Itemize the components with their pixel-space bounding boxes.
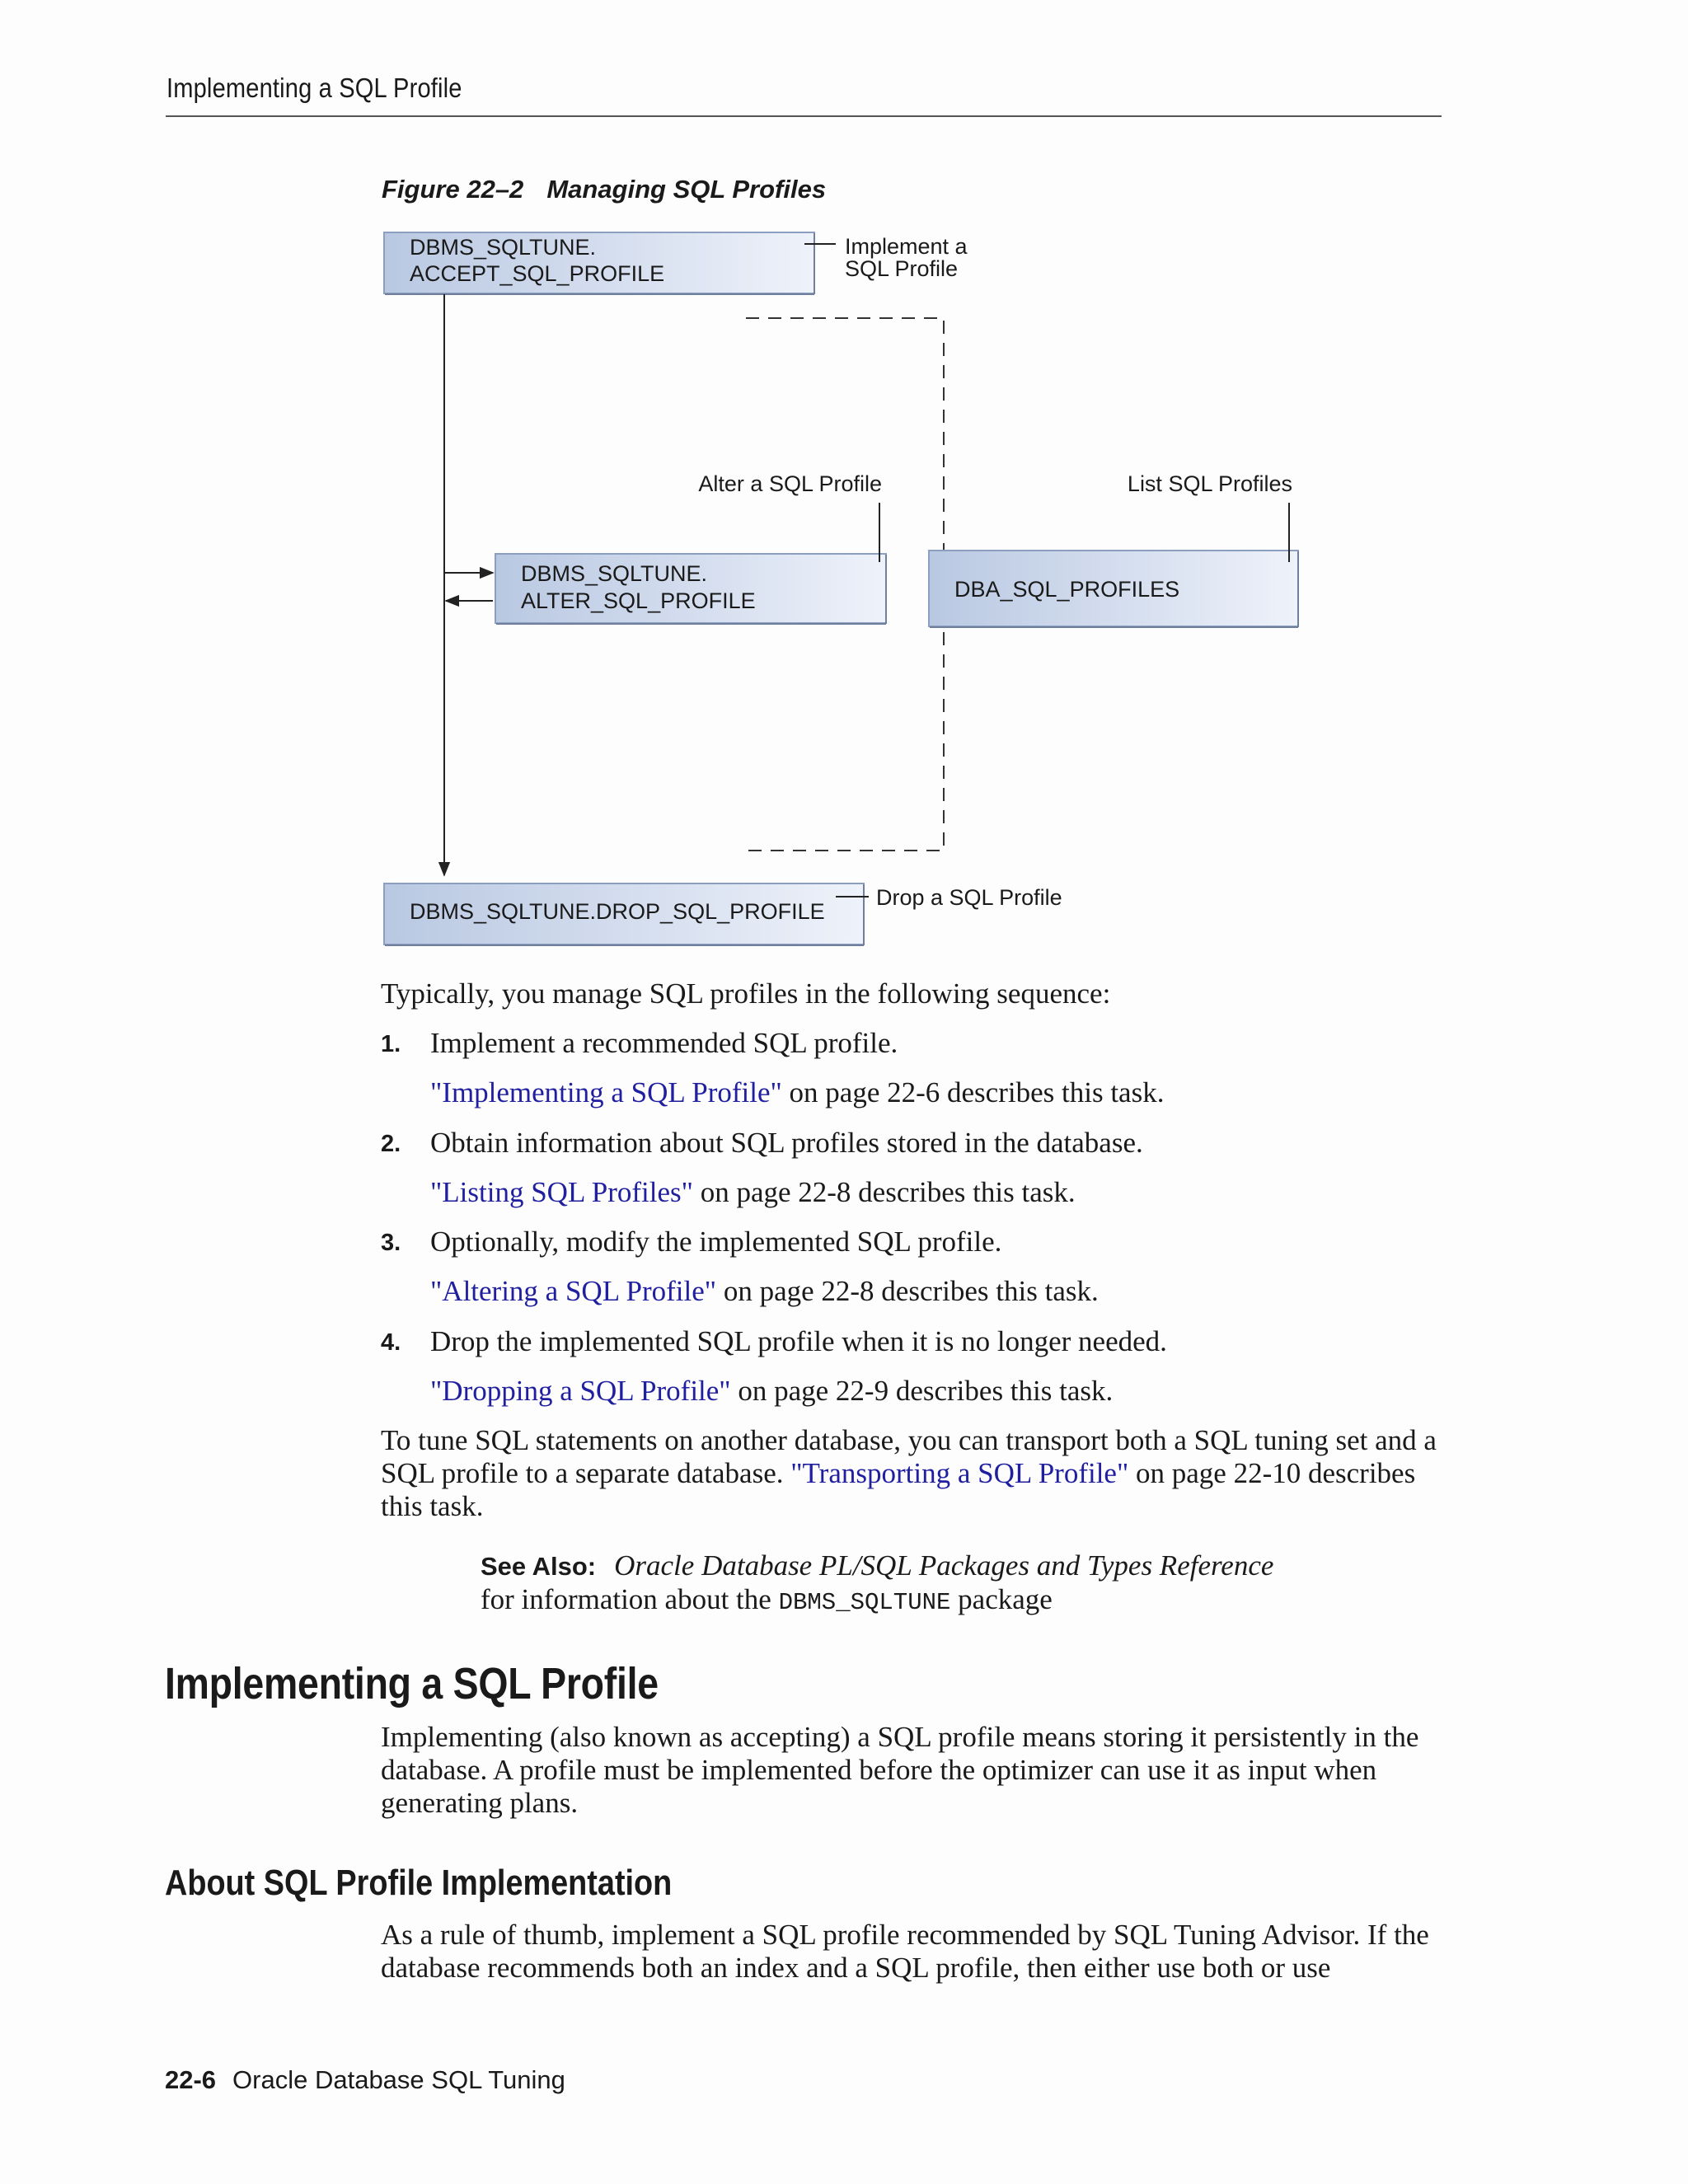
drop-sql-profile-box xyxy=(384,883,864,945)
see-also-book-title: Oracle Database PL/SQL Packages and Types Reference xyxy=(614,1549,1274,1582)
alter-box-line1: DBMS_SQLTUNE. xyxy=(521,561,708,586)
step-reference: "Listing SQL Profiles" on page 22-8 describes this task. xyxy=(430,1176,1076,1208)
accept-sql-profile-box xyxy=(384,232,814,294)
sql-profile-diagram xyxy=(363,216,1319,958)
implement-label-line2: SQL Profile xyxy=(845,256,959,281)
page-number: 22-6 xyxy=(165,2065,217,2094)
subsection-paragraph: As a rule of thumb, implement a SQL profile recommended by SQL Tuning Advisor. If the database recommends both an index and a SQL profile, then either use both or use xyxy=(381,1919,1429,1984)
transport-paragraph: To tune SQL statements on another database, you can transport both a SQL tuning set and a SQL profile to a separate database. "Transporting a SQL Profile" on page 22-10 describes this task. xyxy=(381,1424,1437,1522)
page-footer xyxy=(165,2065,565,2095)
step-text: Drop the implemented SQL profile when it is no longer needed. xyxy=(430,1325,1167,1357)
intro-paragraph: Typically, you manage SQL profiles in the following sequence: xyxy=(381,977,1111,1010)
package-name: DBMS_SQLTUNE xyxy=(778,1589,951,1616)
implement-label-line1: Implement a xyxy=(845,234,968,259)
step-number: 2. xyxy=(381,1131,401,1157)
header-rule xyxy=(166,115,1442,117)
link-dropping-sql-profile[interactable]: "Dropping a SQL Profile" xyxy=(430,1375,731,1407)
running-head: Implementing a SQL Profile xyxy=(166,73,462,103)
see-also-note: See Also: Oracle Database PL/SQL Packages and Types Reference for information about the DBMS_SQLTUNE package xyxy=(481,1549,1274,1616)
step-number: 1. xyxy=(381,1031,401,1057)
figure-caption xyxy=(382,175,826,204)
figure-title: Managing SQL Profiles xyxy=(546,175,827,204)
step-text: Optionally, modify the implemented SQL profile. xyxy=(430,1226,1002,1258)
step-reference: "Dropping a SQL Profile" on page 22-9 describes this task. xyxy=(430,1375,1114,1407)
subsection-heading: About SQL Profile Implementation xyxy=(165,1863,673,1903)
list-box-text: DBA_SQL_PROFILES xyxy=(954,577,1180,602)
alter-label: Alter a SQL Profile xyxy=(698,471,882,496)
step-reference: "Implementing a SQL Profile" on page 22-6 describes this task. xyxy=(430,1076,1165,1108)
book-title: Oracle Database SQL Tuning xyxy=(232,2065,565,2094)
link-listing-sql-profiles[interactable]: "Listing SQL Profiles" xyxy=(430,1176,693,1208)
section-paragraph: Implementing (also known as accepting) a SQL profile means storing it persistently in the database. A profile must be implemented before the optimizer can use it as input when generating plans. xyxy=(381,1721,1419,1819)
link-implementing-sql-profile[interactable]: "Implementing a SQL Profile" xyxy=(430,1076,782,1108)
dba-sql-profiles-box xyxy=(929,551,1298,627)
step-text: Implement a recommended SQL profile. xyxy=(430,1027,898,1059)
list-label: List SQL Profiles xyxy=(1127,471,1292,496)
link-altering-sql-profile[interactable]: "Altering a SQL Profile" xyxy=(430,1275,717,1307)
alter-sql-profile-box xyxy=(495,554,886,624)
step-number: 3. xyxy=(381,1230,401,1256)
step-number: 4. xyxy=(381,1329,401,1356)
step-text: Obtain information about SQL profiles stored in the database. xyxy=(430,1127,1143,1159)
accept-box-line2: ACCEPT_SQL_PROFILE xyxy=(410,261,665,286)
step-reference: "Altering a SQL Profile" on page 22-8 describes this task. xyxy=(430,1275,1099,1307)
section-heading: Implementing a SQL Profile xyxy=(165,1659,659,1708)
link-transporting-sql-profile[interactable]: "Transporting a SQL Profile" xyxy=(790,1457,1129,1489)
alter-box-line2: ALTER_SQL_PROFILE xyxy=(521,588,756,613)
accept-box-line1: DBMS_SQLTUNE. xyxy=(410,235,597,260)
drop-box-text: DBMS_SQLTUNE.DROP_SQL_PROFILE xyxy=(410,899,825,924)
figure-number: Figure 22–2 xyxy=(382,175,524,204)
see-also-label: See Also: xyxy=(481,1552,597,1581)
drop-label: Drop a SQL Profile xyxy=(876,885,1062,910)
